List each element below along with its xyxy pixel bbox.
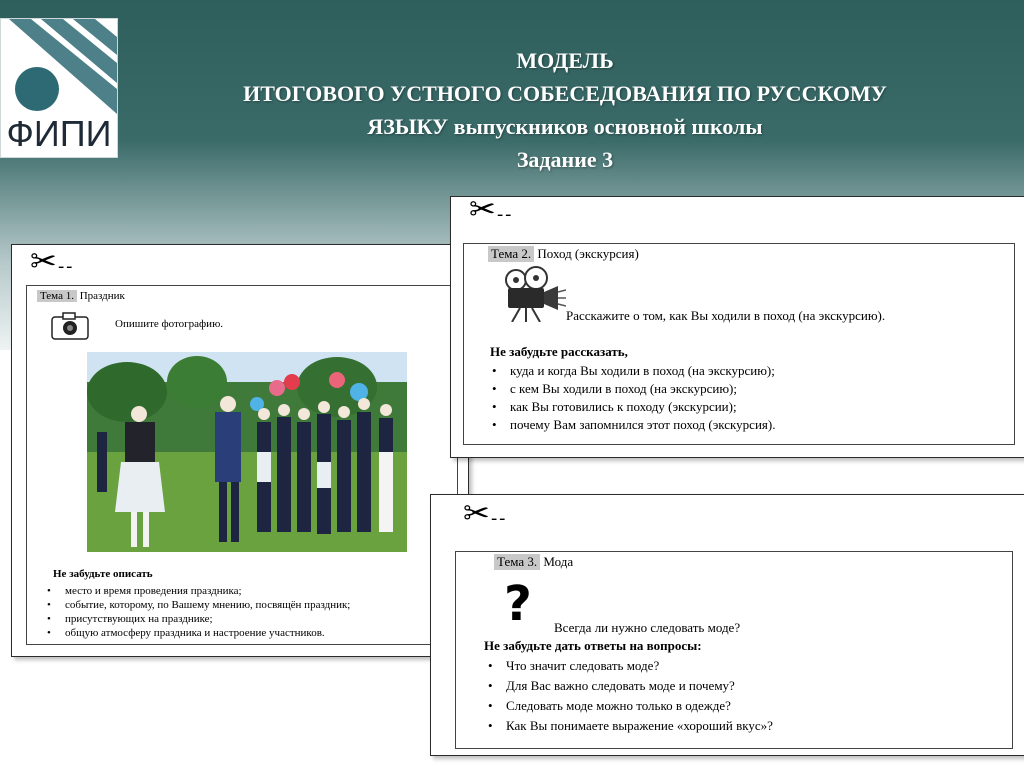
title-line-4: Задание 3 [516,147,614,172]
card-1-list [43,584,453,640]
list-item: • как Вы готовились к походу (экскурсии); [488,398,1008,416]
card-1-remember: Не забудьте описать [53,568,153,580]
card-3-content [455,551,1013,749]
list-item: • Следовать моде можно только в одежде? [484,696,1004,716]
topic-card-3 [430,494,1024,756]
topic-label: Тема 3. [494,554,540,570]
topic-card-1 [11,244,469,657]
title-line-1: МОДЕЛЬ [516,48,614,73]
question-mark-icon: ? [504,576,532,632]
scissors-icon: ✂ - - [463,497,504,529]
list-item: • куда и когда Вы ходили в поход (на экскурсию); [488,362,1008,380]
card-1-content [26,285,458,645]
fipi-logo [0,18,118,158]
list-item: • с кем Вы ходили в поход (на экскурсию); [488,380,1008,398]
card-1-prompt: Опишите фотографию. [115,318,224,330]
list-item: • Для Вас важно следовать моде и почему? [484,676,1004,696]
camera-icon [51,312,89,340]
topic-name: Праздник [79,290,125,302]
topic-name: Поход (экскурсия) [537,246,639,261]
list-item: • место и время проведения праздника; [43,584,453,598]
title-line-2: ИТОГОВОГО УСТНОГО СОБЕСЕДОВАНИЯ ПО РУССКОМУ [243,81,887,106]
scissors-icon: ✂ - - [30,245,71,277]
card-2-content [463,243,1015,445]
card-3-list [484,656,1004,736]
scissors-icon: ✂ - - [469,193,510,225]
topic-name: Мода [543,554,574,569]
card-3-remember: Не забудьте дать ответы на вопросы: [484,638,702,653]
page-title [150,44,980,176]
card-2-prompt: Расскажите о том, как Вы ходили в поход (на экскурсию). [566,308,886,323]
card-3-prompt: Всегда ли нужно следовать моде? [554,620,741,635]
film-projector-icon [500,266,566,322]
list-item: • почему Вам запомнился этот поход (экскурсия). [488,416,1008,434]
topic-label: Тема 2. [488,246,534,262]
title-line-3: ЯЗЫКУ выпускников основной школы [367,114,763,139]
list-item: • присутствующих на празднике; [43,612,453,626]
list-item: • общую атмосферу праздника и настроение участников. [43,626,453,640]
list-item: • Что значит следовать моде? [484,656,1004,676]
list-item: • событие, которому, по Вашему мнению, посвящён праздник; [43,598,453,612]
card-2-remember: Не забудьте рассказать, [490,344,628,359]
celebration-photo [87,352,407,552]
topic-label: Тема 1. [37,290,77,302]
list-item: • Как Вы понимаете выражение «хороший вкус»? [484,716,1004,736]
card-2-list [488,362,1008,434]
logo-text: ФИПИ [6,113,112,154]
topic-card-2 [450,190,1024,458]
